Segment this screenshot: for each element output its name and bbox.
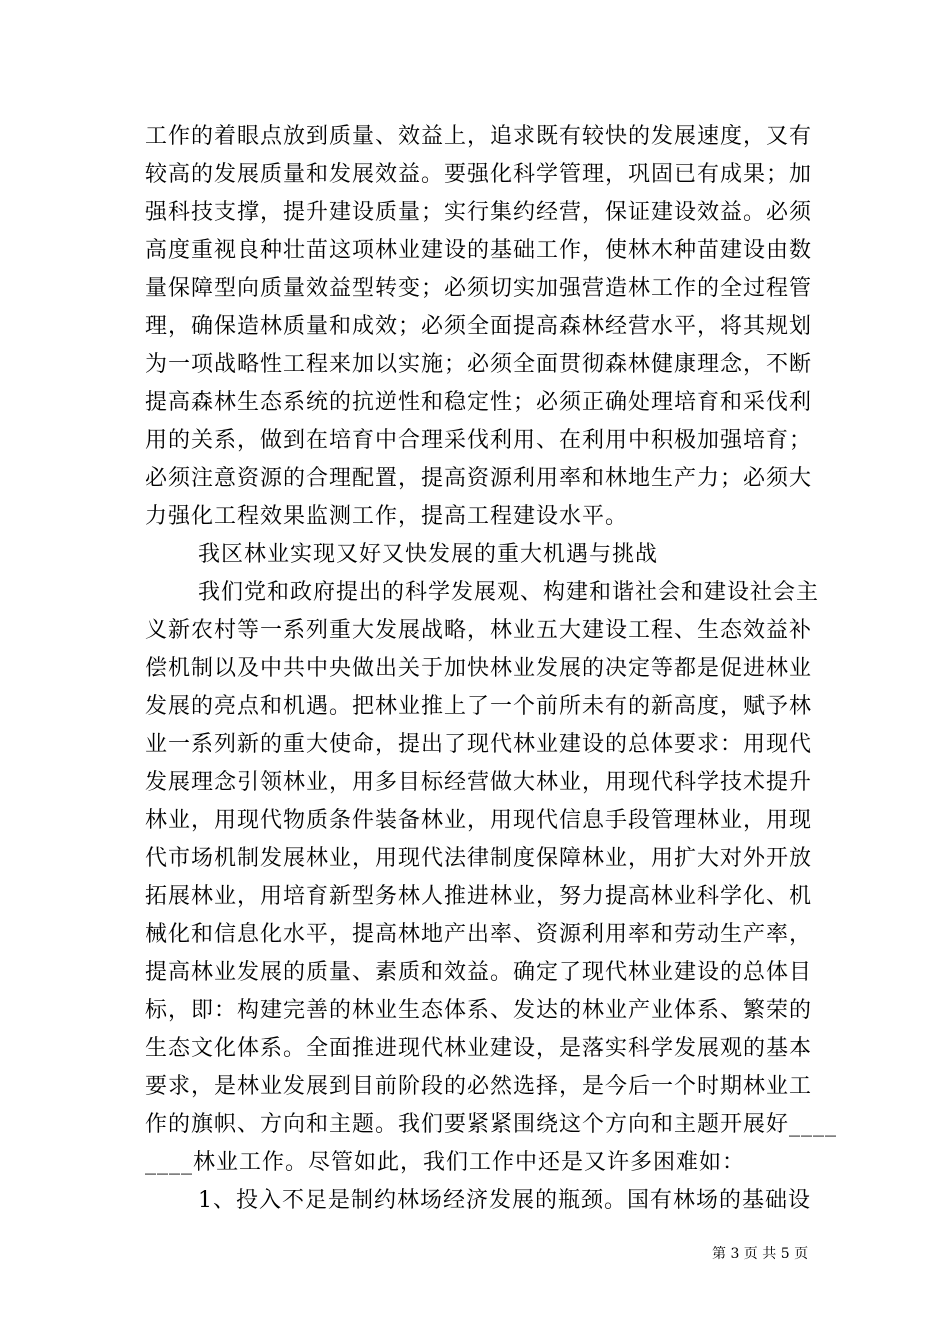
text-line: 代市场机制发展林业，用现代法律制度保障林业，用扩大对外开放 [145, 846, 813, 871]
page-number-footer: 第 3 页 共 5 页 [712, 1246, 809, 1262]
text-line: 作的旗帜、方向和主题。我们要紧紧围绕这个方向和主题开展好____ [145, 1112, 838, 1137]
text-line: 量保障型向质量效益型转变；必须切实加强营造林工作的全过程管 [145, 276, 813, 301]
text-line: 生态文化体系。全面推进现代林业建设，是落实科学发展观的基本 [145, 1036, 813, 1061]
text-line: 要求，是林业发展到目前阶段的必然选择，是今后一个时期林业工 [145, 1074, 813, 1099]
text-line: 为一项战略性工程来加以实施；必须全面贯彻森林健康理念，不断 [145, 352, 813, 377]
text-line: 必须注意资源的合理配置，提高资源利用率和林地生产力；必须大 [145, 466, 813, 491]
text-line: 用的关系，做到在培育中合理采伐利用、在利用中积极加强培育； [145, 428, 813, 453]
text-line: 林业，用现代物质条件装备林业，用现代信息手段管理林业，用现 [145, 808, 813, 833]
text-line: 发展的亮点和机遇。把林业推上了一个前所未有的新高度，赋予林 [145, 694, 813, 719]
text-line: 理，确保造林质量和成效；必须全面提高森林经营水平，将其规划 [145, 314, 813, 339]
text-line: 义新农村等一系列重大发展战略，林业五大建设工程、生态效益补 [145, 618, 813, 643]
text-line: ____林业工作。尽管如此，我们工作中还是又许多困难如： [145, 1150, 746, 1175]
text-line: 工作的着眼点放到质量、效益上，追求既有较快的发展速度，又有 [145, 124, 813, 149]
text-line: 偿机制以及中共中央做出关于加快林业发展的决定等都是促进林业 [145, 656, 813, 681]
text-line: 较高的发展质量和发展效益。要强化科学管理，巩固已有成果；加 [145, 162, 813, 187]
text-line: 提高林业发展的质量、素质和效益。确定了现代林业建设的总体目 [145, 960, 813, 985]
text-line: 业一系列新的重大使命，提出了现代林业建设的总体要求：用现代 [145, 732, 813, 757]
text-line: 械化和信息化水平，提高林地产出率、资源利用率和劳动生产率， [145, 922, 813, 947]
text-line: 我们党和政府提出的科学发展观、构建和谐社会和建设社会主 [198, 580, 820, 605]
list-item-1: 1、投入不足是制约林场经济发展的瓶颈。国有林场的基础设 [198, 1188, 811, 1213]
text-line: 拓展林业，用培育新型务林人推进林业，努力提高林业科学化、机 [145, 884, 813, 909]
section-heading: 我区林业实现又好又快发展的重大机遇与挑战 [198, 542, 659, 567]
text-line: 力强化工程效果监测工作，提高工程建设水平。 [145, 504, 629, 529]
text-line: 高度重视良种壮苗这项林业建设的基础工作，使林木种苗建设由数 [145, 238, 813, 263]
text-line: 提高森林生态系统的抗逆性和稳定性；必须正确处理培育和采伐利 [145, 390, 813, 415]
text-line: 发展理念引领林业，用多目标经营做大林业，用现代科学技术提升 [145, 770, 813, 795]
text-line: 强科技支撑，提升建设质量；实行集约经营，保证建设效益。必须 [145, 200, 813, 225]
text-line: 标，即：构建完善的林业生态体系、发达的林业产业体系、繁荣的 [145, 998, 813, 1023]
